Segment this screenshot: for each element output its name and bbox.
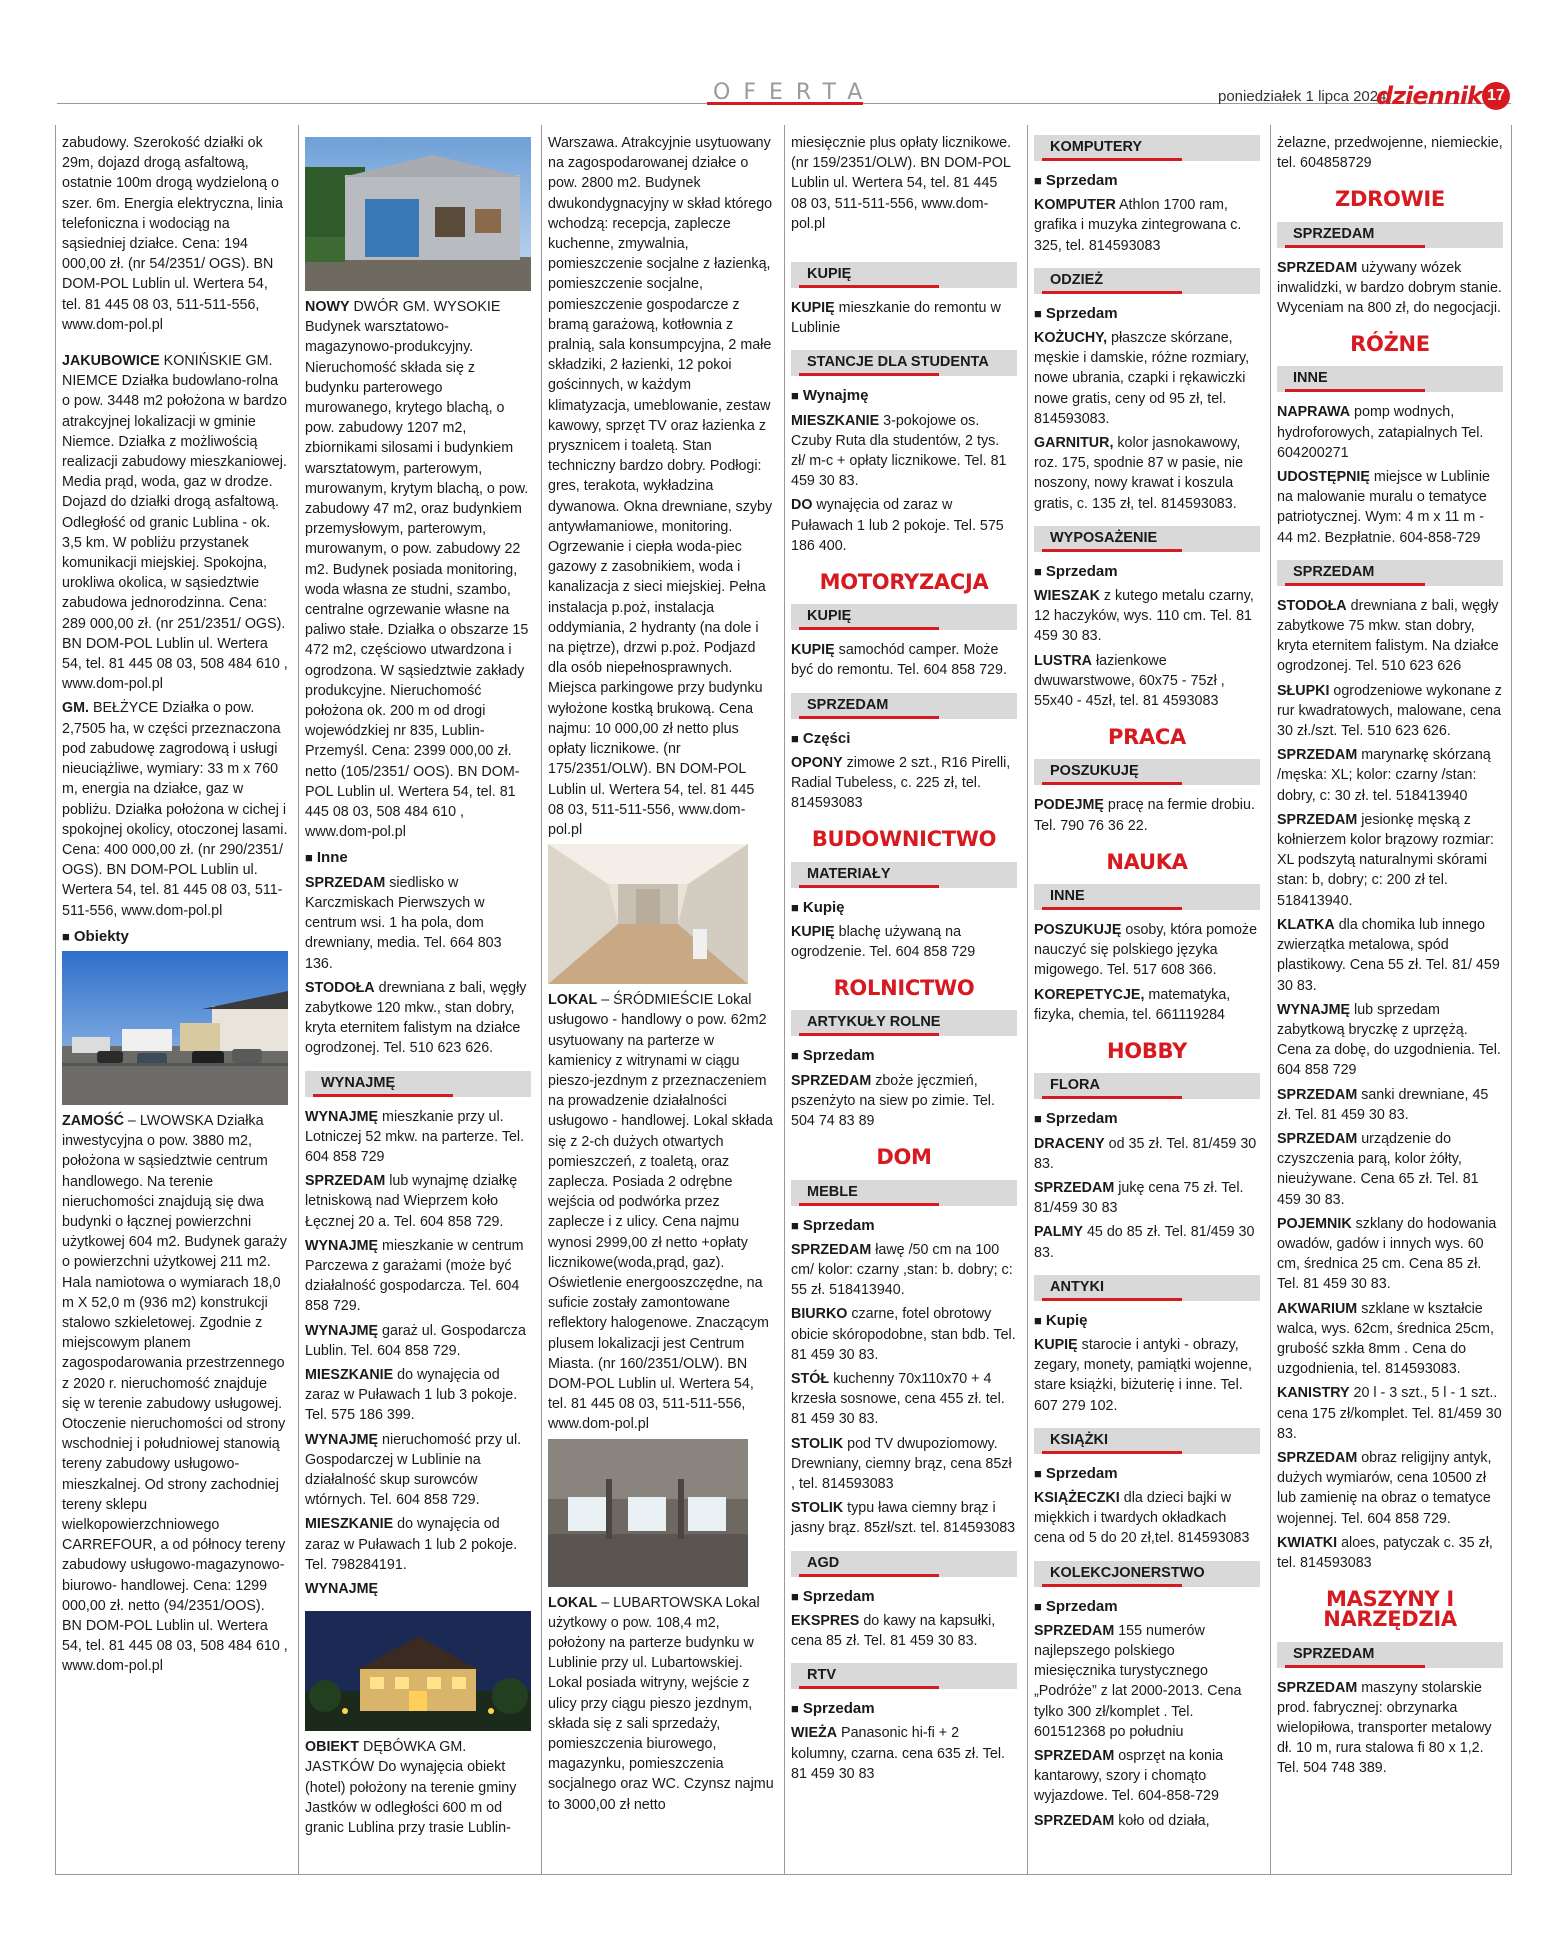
category-maszyny-i-narzedzia: MASZYNY I NARZĘDZIA: [1323, 1587, 1457, 1632]
classified-ad: SŁUPKI ogrodzeniowe wykonane z rur kwadratowych, malowane, cena 30 zł./szt. Tel. 510 623 626.: [1277, 682, 1502, 740]
classified-ad: KUPIĘ starocie i antyki - obrazy, zegary, monety, pamiątki wojenne, stare książki, biżuterię i inne. Tel. 607 279 102.: [1034, 1336, 1252, 1414]
category-budownictwo: BUDOWNICTWO: [811, 827, 997, 852]
classified-ad: Warszawa. Atrakcyjnie usytuowany na zagospodarowanej działce o pow. 2800 m2. Budynek dwukondygnacyjny w skład którego wchodzą: recepcja, zaplecze kuchenne, zmywalnia, pomieszczenie socjalne z łazienką, pomieszczenie socjalne, pomieszczenie gospodarcze z bramą garażową, kotłownia z pralnią, sala konsumpcyjna, 2 małe składziki, 2 łazienki, 12 pokoi gościnnych, w każdym klimatyzacja, umeblowanie, zestaw kawowy, sprzęt TV oraz łazienka z prysznicem i toaletą. Stan techniczny bardzo dobry. Podłogi: gres, terakota, wykładzina dywanowa. Okna drewniane, szyby antywłamaniowe, monitoring. Ogrzewanie i ciepła woda-piec gazowy z zasobnikiem, woda i kanalizacja z sieci miejskiej. Pełna instalacja p.poż, instalacja oddymiania, 2 hydranty (na dole i na piętrze), drzwi p.poż. Podjazd dla osób niepełnosprawnych. Miejsca parkingowe przy budynku wyłożone kostką brukową. Cena najmu: 10 000,00 zł netto plus opłaty licznikowe. (nr 175/2351/OLW). BN DOM-POL Lublin ul. Wertera 54, tel. 81 445 08 03, 511-511-556, www.dom-pol.pl: [548, 135, 773, 838]
category-praca: PRACA: [1108, 725, 1186, 750]
newspaper-logo: dziennik: [1376, 82, 1483, 110]
section-kupie: KUPIĘ: [791, 604, 1017, 630]
classified-ad: AKWARIUM szklane w kształcie walca, wys. 62cm, średnica 25cm, grubość szkła 8mm . Cena do uzgodnienia, tel. 814593083.: [1277, 1300, 1494, 1378]
section-kupie: KUPIĘ: [791, 262, 1017, 288]
classified-ad: WYNAJMĘ mieszkanie w centrum Parczewa z garażami (może być działalność gospodarcza. Tel. 604 858 729.: [305, 1237, 524, 1315]
classified-ad: LUSTRA łazienkowe dwuwarstwowe, 60x75 - 75zł , 55x40 - 45zł, tel. 81 4593083: [1034, 652, 1225, 710]
subheading-obiekty: ■ Obiekty: [62, 927, 288, 947]
classified-ad: WYNAJMĘ nieruchomość przy ul. Gospodarczej w Lublinie na działalność skup surowców wtórnych. Tel. 604 858 729.: [305, 1431, 522, 1509]
classified-ad: PODEJMĘ pracę na fermie drobiu. Tel. 790 76 36 22.: [1034, 797, 1255, 834]
section-materialy: MATERIAŁY: [791, 862, 1017, 888]
section-komputery: KOMPUTERY: [1034, 135, 1260, 161]
classified-ad: SPRZEDAM jesionkę męską z kołnierzem kolor brązowy rozmiar: XL podszytą naturalnymi skórami stan: b, dobry; c: 200 zł tel. 518413940.: [1277, 811, 1494, 909]
classified-ad: zabudowy. Szerokość działki ok 29m, dojazd drogą asfaltową, ostatnie 100m drogą wydzieloną o szer. 6m. Energia elektryczna, linia telefoniczna i wodociąg na sąsiedniej działce. Cena: 194 000,00 zł. (nr 54/2351/ OGS). BN DOM-POL Lublin ul. Wertera 54, tel. 81 445 08 03, 511-511-556, www.dom-pol.pl: [62, 135, 283, 333]
classified-ad: SPRZEDAM lub wynajmę działkę letniskową nad Wieprzem koło Łęcznej 20 a. Tel. 604 858 729.: [305, 1173, 518, 1230]
subheading-sprzedam: ■ Sprzedam: [791, 1046, 1017, 1066]
section-kolekcjonerstwo: KOLEKCJONERSTWO: [1034, 1561, 1260, 1587]
classified-ad: KUPIĘ samochód camper. Może być do remontu. Tel. 604 858 729.: [791, 642, 1007, 679]
section-ksiazki: KSIĄŻKI: [1034, 1428, 1260, 1454]
classified-ad: SPRZEDAM maszyny stolarskie prod. fabrycznej: obrzynarka wielopiłowa, transporter metalowy dł. 10 m, rura stalowa fi 80 x 1,2. Tel. 504 748 389.: [1277, 1679, 1492, 1777]
classified-ad: POSZUKUJĘ osoby, która pomoże nauczyć się polskiego języka migowego. Tel. 517 608 366.: [1034, 922, 1258, 979]
photo-warehouse: [305, 137, 531, 291]
classified-ad: SPRZEDAM urządzenie do czyszczenia parą, kolor żółty, nieużywane. Cena 65 zł. Tel. 81 459 30 83.: [1277, 1130, 1479, 1208]
section-flora: FLORA: [1034, 1073, 1260, 1099]
column-3: [548, 133, 774, 1870]
classified-ad: KSIĄŻECZKI dla dzieci bajki w miękkich i twardych okładkach cena od 5 do 20 zł,tel. 814593083: [1034, 1489, 1250, 1547]
subheading-sprzedam: ■ Sprzedam: [1034, 1464, 1260, 1484]
classified-ad: KOŻUCHY, płaszcze skórzane, męskie i damskie, różne rozmiary, nowe ubrania, czapki i rękawiczki nowe gratis, ceny od 95 zł, tel. 814593083.: [1034, 330, 1250, 427]
classified-ad: MIESZKANIE do wynajęcia od zaraz w Puławach 1 lub 2 pokoje. Tel. 798284191.: [305, 1516, 518, 1573]
category-motoryzacja: MOTORYZACJA: [819, 570, 989, 595]
classified-ad: STÓŁ kuchenny 70x110x70 + 4 krzesła sosnowe, cena 455 zł. tel. 81 459 30 83.: [791, 1370, 1005, 1428]
section-sprzedam: SPRZEDAM: [1277, 1642, 1503, 1668]
subheading-sprzedam: ■ Sprzedam: [1034, 562, 1260, 582]
classified-ad: SPRZEDAM osprzęt na konia kantarowy, szory i chomąto wyjazdowe. Tel. 604-858-729: [1034, 1747, 1224, 1805]
section-agd: AGD: [791, 1551, 1017, 1577]
classified-ad: KOMPUTER Athlon 1700 ram, grafika i muzyka zintegrowana c. 325, tel. 814593083: [1034, 197, 1242, 254]
classified-ad: WYNAJMĘ garaż ul. Gospodarcza Lublin. Tel. 604 858 729.: [305, 1322, 526, 1359]
section-rtv: RTV: [791, 1663, 1017, 1689]
section-title: OFERTA: [713, 80, 876, 105]
classified-ad: miesięcznie plus opłaty licznikowe. (nr 159/2351/OLW). BN DOM-POL Lublin ul. Wertera 54, tel. 81 445 08 03, 511-511-556, www.dom-pol.pl: [791, 135, 1012, 232]
classified-ad: OPONY zimowe 2 szt., R16 Pirelli, Radial Tubeless, c. 225 zł, tel. 814593083: [791, 754, 1011, 812]
classified-ad: WYNAJMĘ: [305, 1580, 379, 1597]
subheading-sprzedam: ■ Sprzedam: [1034, 1597, 1260, 1617]
classified-ad: WIESZAK z kutego metalu czarny, 12 haczyków, wys. 110 cm. Tel. 81 459 30 83.: [1034, 588, 1254, 645]
classified-ad: STOLIK typu ława ciemny brąz i jasny brąz. 85zł/szt. tel. 814593083: [791, 1500, 1016, 1537]
category-dom: DOM: [876, 1145, 932, 1170]
classified-ad: GM. BEŁŻYCE Działka o pow. 2,7505 ha, w części przeznaczona pod zabudowę zagrodową i usługi nieuciążliwe, wymiary: 33 m x 760 m, energia na działce, gaz w pobliżu. Działka położona w cichej i spokojnej okolicy, otoczonej lasami. Cena: 400 000,00 zł. (nr 290/2351/ OGS). BN DOM-POL Lublin ul. Wertera 54, tel. 81 445 08 03, 511-511-556, www.dom-pol.pl: [62, 700, 288, 919]
section-sprzedam: SPRZEDAM: [791, 693, 1017, 719]
classified-ad: EKSPRES do kawy na kapsułki, cena 85 zł. Tel. 81 459 30 83.: [791, 1612, 996, 1649]
classified-ad: SPRZEDAM zboże jęczmień, pszenżyto na siew po zimie. Tel. 504 74 83 89: [791, 1072, 995, 1130]
section-wyposazenie: WYPOSAŻENIE: [1034, 526, 1260, 552]
section-inne: INNE: [1277, 366, 1503, 392]
category-rozne: RÓŻNE: [1350, 332, 1430, 357]
subheading-inne: ■ Inne: [305, 848, 531, 868]
classified-ad: ZAMOŚĆ – LWOWSKA Działka inwestycyjna o pow. 3880 m2, położona w sąsiedztwie centrum handlowego. Na terenie nieruchomości znajdują się dwa budynki o łącznej powierzchni użytkowej 604 m2. Budynek garaży o powierzchni użytkowej 211 m2. Hala namiotowa o wymiarach 18,0 m X 52,0 m (936 m2) konstrukcji stalowo szkieletowej. Zgodnie z miejscowym planem zagospodarowania przestrzennego z 2020 r. nieruchomość znajduje się w terenie zabudowy usługowej. Otoczenie nieruchomości od strony wschodniej i południowej stanowią tereny zabudowy usługowo-mieszkalnej. Od strony zachodniej tereny sklepu wielkopowierzchniowego CARREFOUR, a od północy tereny zabudowy usługowo-magazynowo-biurowo- handlowej. Cena: 1299 000,00 zł. netto (94/2351/OOS). BN DOM-POL Lublin ul. Wertera 54, tel. 81 445 08 03, 508 484 610 , www.dom-pol.pl: [62, 1112, 288, 1675]
classified-ad: SPRZEDAM używany wózek inwalidzki, w bardzo dobrym stanie. Wyceniam na 800 zł, do negocjacji.: [1277, 259, 1502, 317]
classified-ad: KWIATKI aloes, patyczak c. 35 zł, tel. 814593083: [1277, 1534, 1493, 1571]
classified-ad: MIESZKANIE 3-pokojowe os. Czuby Ruta dla studentów, 2 tys. zł/ m-c + opłaty licznikowe. Tel. 81 459 30 83.: [791, 412, 1007, 490]
column-divider: [784, 125, 785, 1875]
classified-ad: STODOŁA drewniana z bali, węgły zabytkowe 120 mkw., stan dobry, kryta eternitem falistym na działce ogrodzonej. Tel. 510 623 626.: [305, 979, 527, 1057]
classified-ad: STOLIK pod TV dwupoziomowy. Drewniany, ciemny brąz, cena 85zł , tel. 814593083: [791, 1435, 1012, 1492]
photo-empty-hall: [548, 1439, 748, 1587]
section-stancje: STANCJE DLA STUDENTA: [791, 350, 1017, 376]
column-1: [62, 133, 288, 1870]
section-sprzedam: SPRZEDAM: [1277, 222, 1503, 248]
classified-ad: SPRZEDAM sanki drewniane, 45 zł. Tel. 81 459 30 83.: [1277, 1086, 1489, 1123]
subheading-sprzedam: ■ Sprzedam: [791, 1587, 1017, 1607]
classified-ad: BIURKO czarne, fotel obrotowy obicie skóropodobne, stan bdb. Tel. 81 459 30 83.: [791, 1306, 1016, 1363]
subheading-kupie: ■ Kupię: [791, 898, 1017, 918]
column-4: [791, 133, 1017, 1870]
header-rule-left: [57, 103, 707, 104]
section-inne: INNE: [1034, 884, 1260, 910]
subheading-sprzedam: ■ Sprzedam: [1034, 171, 1260, 191]
classified-ad: GARNITUR, kolor jasnokawowy, roz. 175, spodnie 87 w pasie, nie noszony, nowy krawat i koszula gratis, c. 135 zł, tel. 814593083.: [1034, 435, 1244, 512]
category-rolnictwo: ROLNICTWO: [833, 976, 975, 1001]
column-divider: [1511, 125, 1512, 1875]
column-5: [1034, 133, 1260, 1870]
classified-ad: POJEMNIK szklany do hodowania owadów, gadów i innych wys. 60 cm, średnica 25 cm. Cena 85 zł. Tel. 81 459 30 83.: [1277, 1215, 1497, 1293]
classified-ad: OBIEKT DĘBÓWKA GM. JASTKÓW Do wynajęcia obiekt (hotel) położony na terenie gminy Jastków w odległości 600 m od granic Lublina przy trasie Lublin-: [305, 1739, 517, 1836]
classified-ad: KLATKA dla chomika lub innego zwierzątka metalowa, spód plastikowy. Cena 55 zł. Tel. 81/ 459 30 83.: [1277, 916, 1500, 994]
subheading-kupie: ■ Kupię: [1034, 1311, 1260, 1331]
subheading-sprzedam: ■ Sprzedam: [791, 1216, 1017, 1236]
classified-ad: SPRZEDAM obraz religijny antyk, dużych wymiarów, cena 10500 zł lub zamienię na obraz o tematyce wojennej. Tel. 604 858 729.: [1277, 1449, 1492, 1527]
photo-corridor: [548, 844, 748, 984]
classified-ad: NAPRAWA pomp wodnych, hydroforowych, zatapialnych Tel. 604200271: [1277, 404, 1484, 461]
classified-ad: KUPIĘ blachę używaną na ogrodzenie. Tel. 604 858 729: [791, 923, 976, 961]
classified-ad: żelazne, przedwojenne, niemieckie, tel. 604858729: [1277, 135, 1503, 172]
classified-ad: WYNAJMĘ lub sprzedam zabytkową bryczkę z uprzężą. Cena za dobę, do uzgodnienia. Tel. 604 858 729: [1277, 1001, 1501, 1079]
category-zdrowie: ZDROWIE: [1335, 187, 1445, 212]
classified-ad: SPRZEDAM ławę /50 cm na 100 cm/ kolor: czarny ,stan: b. dobry; c: 55 zł. 518413940.: [791, 1241, 1013, 1299]
page-header: [0, 0, 1558, 125]
classified-ad: JAKUBOWICE KONIŃSKIE GM. NIEMCE Działka budowlano-rolna o pow. 3448 m2 położona w bardzo atrakcyjnej lokalizacji w gminie Niemce. Działka z możliwością realizacji zabudowy mieszkaniowej. Media prąd, woda, gaz w drodze. Dojazd do działki drogą asfaltową. Odległość od granic Lublina - ok. 3,5 km. W pobliżu przystanek komunikacji miejskiej. Spokojna, urokliwa okolica, w sąsiedztwie zabudowa jednorodzinna. Cena: 289 000,00 zł. (nr 251/2351/ OGS). BN DOM-POL Lublin ul. Wertera 54, tel. 81 445 08 03, 508 484 610 , www.dom-pol.pl: [62, 353, 288, 693]
classified-ad: UDOSTĘPNIĘ miejsce w Lublinie na malowanie muralu o tematyce patriotycznej. Wym: 4 m x 11 m - 44 m2. Bezpłatnie. 604-858-729: [1277, 469, 1490, 546]
classified-ad: STODOŁA drewniana z bali, węgły zabytkowe 75 mkw. stan dobry, kryta eternitem falistym. Na działce ogrodzonej. Tel. 510 623 626: [1277, 597, 1499, 675]
category-hobby: HOBBY: [1107, 1039, 1187, 1064]
subheading-sprzedam: ■ Sprzedam: [1034, 304, 1260, 324]
classified-ad: MIESZKANIE do wynajęcia od zaraz w Puławach 1 lub 3 pokoje. Tel. 575 186 399.: [305, 1366, 518, 1424]
issue-date: poniedziałek 1 lipca 2024: [1218, 88, 1387, 105]
bottom-rule: [55, 1874, 1511, 1875]
section-meble: MEBLE: [791, 1180, 1017, 1206]
column-divider: [541, 125, 542, 1875]
column-2: [305, 133, 531, 1870]
subheading-wynajme: ■ Wynajmę: [791, 386, 1017, 406]
column-6: [1277, 133, 1503, 1870]
classified-ad: LOKAL – ŚRÓDMIEŚCIE Lokal usługowo - handlowy o pow. 62m2 usytuowany na parterze w kamienicy z witrynami w ciągu pieszo-jezdnym z przeznaczeniem na prowadzenie działalności usługowo - handlowej. Lokal składa się z 2-ch dużych otwartych pomieszczeń, z toaletą, oraz zaplecza. Posiada 2 odrębne wejścia od podwórka przez zaplecze i z ulicy. Cena najmu wynosi 2999,00 zł netto +opłaty licznikowe(woda,prąd, gaz). Oświetlenie energooszczędne, na suficie zostały zamontowane reflektory halogenowe. Znaczącym plusem lokalizacji jest Centrum Miasta. (nr 160/2351/OLW). BN DOM-POL Lublin ul. Wertera 54, tel. 81 445 08 03, 511-511-556, www.dom-pol.pl: [548, 992, 773, 1433]
classified-ad: LOKAL – LUBARTOWSKA Lokal użytkowy o pow. 108,4 m2, położony na parterze budynku w Lublinie przy ul. Lubartowskiej. Lokal posiada witryny, wejście z ulicy przy ciągu pieszo jezdnym, składa się z sali sprzedaży, pomieszczenia biurowego, magazynku, pomieszczenia socjalnego oraz WC. Czynsz najmu to 3000,00 zł netto: [548, 1594, 774, 1813]
photo-parking-lot: [62, 951, 288, 1105]
classified-ad: PALMY 45 do 85 zł. Tel. 81/459 30 83.: [1034, 1224, 1255, 1261]
section-poszukuje: POSZUKUJĘ: [1034, 759, 1260, 785]
section-odziez: ODZIEŻ: [1034, 268, 1260, 294]
section-sprzedam: SPRZEDAM: [1277, 560, 1503, 586]
classified-ad: NOWY DWÓR GM. WYSOKIE Budynek warsztatowo-magazynowo-produkcyjny. Nieruchomość składa się z budynku parterowego murowanego, krytego blachą, o pow. zabudowy 1207 m2, zbiornikami silosami i budynkiem warsztatowym, parterowym, murowanym, krytym blachą, o pow. zabudowy 47 m2, oraz budynkiem przemysłowym, parterowym, murowanym, o pow. zabudowy 22 m2. Budynek posiada monitoring, woda własna ze studni, szambo, centralne ogrzewanie własne na paliwo stałe. Działka o obszarze 15 472 m2, częściowo utwardzona i ogrodzona. W sąsiedztwie zakłady produkcyjne. Nieruchomość położona ok. 200 m od drogi wojewódzkiej nr 835, Lublin-Przemyśl. Cena: 2399 000,00 zł. netto (105/2351/ OOS). BN DOM-POL Lublin ul. Wertera 54, tel. 81 445 08 03, 508 484 610 , www.dom-pol.pl: [305, 299, 529, 841]
subheading-czesci: ■ Części: [791, 729, 1017, 749]
column-divider: [1027, 125, 1028, 1875]
classified-ad: SPRZEDAM jukę cena 75 zł. Tel. 81/459 30 83: [1034, 1179, 1244, 1217]
category-nauka: NAUKA: [1106, 849, 1188, 874]
classified-ad: KANISTRY 20 l - 3 szt., 5 l - 1 szt.. cena 175 zł/komplet. Tel. 81/459 30 83.: [1277, 1385, 1502, 1442]
classified-ad: DRACENY od 35 zł. Tel. 81/459 30 83.: [1034, 1135, 1257, 1172]
section-antyki: ANTYKI: [1034, 1275, 1260, 1301]
subheading-sprzedam: ■ Sprzedam: [791, 1699, 1017, 1719]
section-artykuly-rolne: ARTYKUŁY ROLNE: [791, 1010, 1017, 1036]
subheading-sprzedam: ■ Sprzedam: [1034, 1109, 1260, 1129]
classified-ad: SPRZEDAM marynarkę skórzaną /męska: XL; kolor: czarny /stan: dobry, c: 30 zł. tel. 518413940: [1277, 747, 1491, 804]
classified-ad: KOREPETYCJE, matematyka, fizyka, chemia, tel. 661119284: [1034, 986, 1231, 1023]
column-divider: [55, 125, 56, 1875]
classified-ad: WIEŻA Panasonic hi-fi + 2 kolumny, czarna. cena 635 zł. Tel. 81 459 30 83: [791, 1725, 1006, 1782]
classified-ad: SPRZEDAM 155 numerów najlepszego polskiego miesięcznika turystycznego „Podróże” z lat 2000-2013. Cena tylko 300 zł/komplet . Tel. 601512368 po południu: [1034, 1622, 1242, 1740]
column-divider: [298, 125, 299, 1875]
classified-ad: WYNAJMĘ mieszkanie przy ul. Lotniczej 52 mkw. na parterze. Tel. 604 858 729: [305, 1108, 525, 1165]
classified-ad: KUPIĘ mieszkanie do remontu w Lublinie: [791, 300, 1001, 337]
page-number-badge: 17: [1482, 82, 1510, 110]
section-wynajme: WYNAJMĘ: [305, 1071, 531, 1097]
classified-ad: SPRZEDAM koło od działa,: [1034, 1812, 1210, 1829]
classified-ad: SPRZEDAM siedlisko w Karczmiskach Pierwszych w centrum wsi. 1 ha pola, dom drewniany, media. Tel. 664 803 136.: [305, 874, 502, 972]
classified-ad: DO wynajęcia od zaraz w Puławach 1 lub 2 pokoje. Tel. 575 186 400.: [791, 497, 1004, 554]
photo-hotel-night: [305, 1611, 531, 1731]
column-divider: [1270, 125, 1271, 1875]
